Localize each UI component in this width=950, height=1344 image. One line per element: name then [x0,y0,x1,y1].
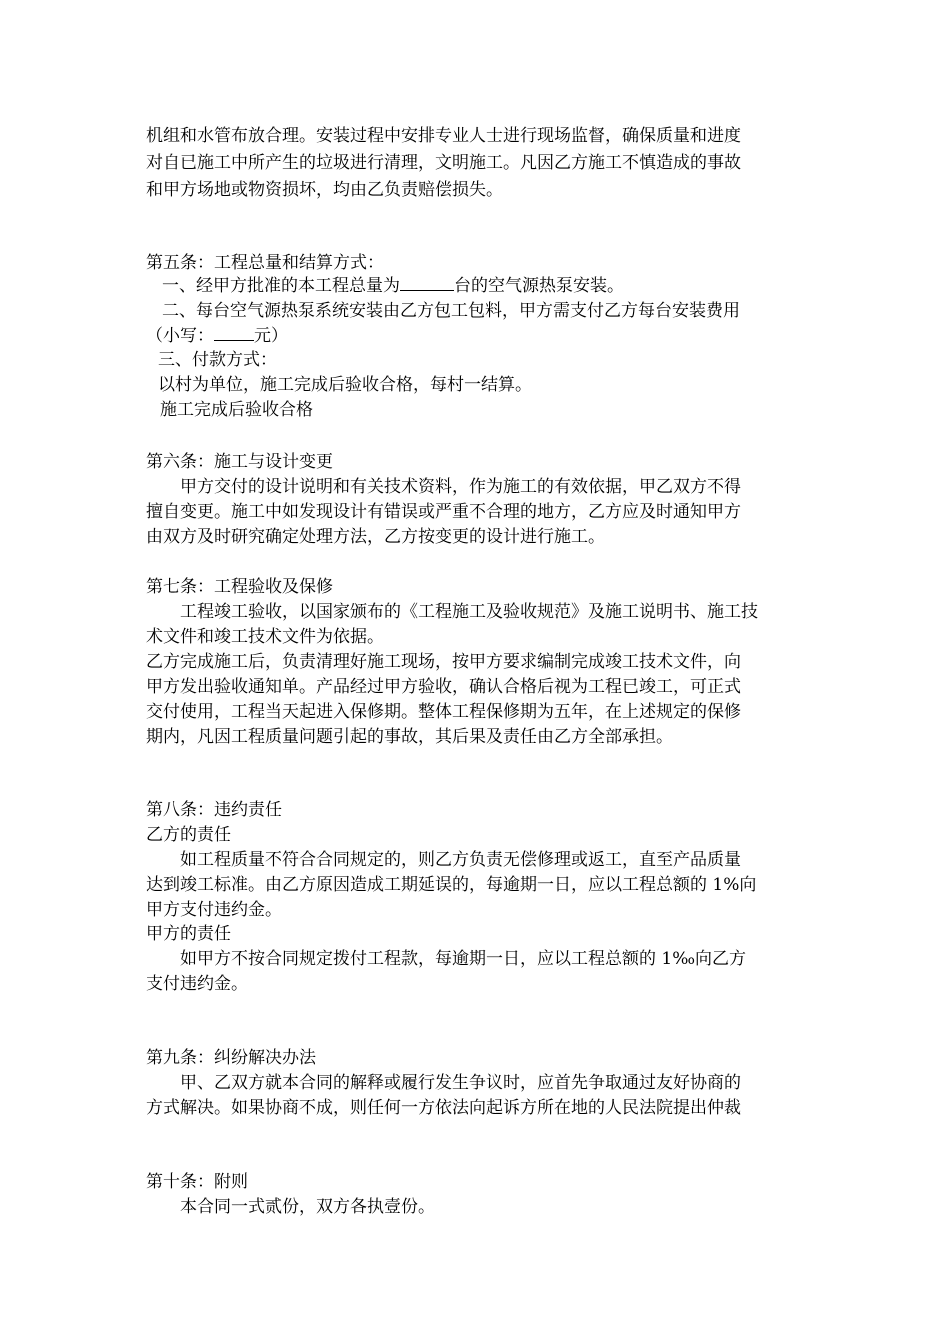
party-a-line-2: 支付违约金。 [146,974,248,994]
article6-line-1: 甲方交付的设计说明和有关技术资料，作为施工的有效依据，甲乙双方不得 [180,477,741,497]
article7-line-1: 工程竣工验收，以国家颁布的《工程施工及验收规范》及施工说明书、施工技 [180,602,758,622]
article7-line-2: 术文件和竣工技术文件为依据。 [146,627,384,647]
article10-heading: 第十条：附则 [146,1172,248,1192]
article9-line-1: 甲、乙双方就本合同的解释或履行发生争议时，应首先争取通过友好协商的 [180,1073,741,1093]
party-a-title: 甲方的责任 [146,924,231,944]
article5-item2-cont [146,324,288,348]
party-b-line-3: 甲方支付违约金。 [146,900,282,920]
article7-heading: 第七条：工程验收及保修 [146,577,333,597]
article7-line-5: 交付使用，工程当天起进入保修期。整体工程保修期为五年，在上述规定的保修 [146,702,741,722]
intro-line-1: 机组和水管布放合理。安装过程中安排专业人士进行现场监督，确保质量和进度 [146,126,741,146]
intro-line-3: 和甲方场地或物资损坏，均由乙负责赔偿损失。 [146,180,503,200]
article9-line-2: 方式解决。如果协商不成，则任何一方依法向起诉方所在地的人民法院提出仲裁 [146,1098,741,1118]
article7-line-3: 乙方完成施工后，负责清理好施工现场，按甲方要求编制完成竣工技术文件，向 [146,652,741,672]
article6-line-2: 擅自变更。施工中如发现设计有错误或严重不合理的地方，乙方应及时通知甲方 [146,502,741,522]
party-b-title: 乙方的责任 [146,825,231,845]
article5-item1 [162,274,624,298]
article8-heading: 第八条：违约责任 [146,800,282,820]
article7-line-6: 期内，凡因工程质量问题引起的事故，其后果及责任由乙方全部承担。 [146,727,673,747]
article5-item2-cont-after: 元） [254,326,288,346]
intro-line-2: 对自已施工中所产生的垃圾进行清理，文明施工。凡因乙方施工不慎造成的事故 [146,153,741,173]
quantity-blank [400,274,454,291]
article7-line-4: 甲方发出验收通知单。产品经过甲方验收，确认合格后视为工程已竣工，可正式 [146,677,741,697]
party-b-line-2: 达到竣工标准。由乙方原因造成工期延误的，每逾期一日，应以工程总额的 1%向 [146,875,757,895]
article5-item2-cont-before: （小写： [146,326,214,346]
article5-item3: 三、付款方式： [158,350,277,370]
article5-item3-line2: 施工完成后验收合格 [160,400,313,420]
article6-heading: 第六条：施工与设计变更 [146,452,333,472]
article5-item3-line1: 以村为单位，施工完成后验收合格，每村一结算。 [158,375,532,395]
article5-item1-after: 台的空气源热泵安装。 [454,276,624,296]
article9-heading: 第九条：纠纷解决办法 [146,1048,316,1068]
article5-item1-before: 一、经甲方批准的本工程总量为 [162,276,400,296]
article5-item2: 二、每台空气源热泵系统安装由乙方包工包料，甲方需支付乙方每台安装费用 [162,301,740,321]
party-a-line-1: 如甲方不按合同规定拨付工程款，每逾期一日，应以工程总额的 1‰向乙方 [180,949,747,969]
party-b-line-1: 如工程质量不符合合同规定的，则乙方负责无偿修理或返工，直至产品质量 [180,850,741,870]
article10-line-1: 本合同一式贰份，双方各执壹份。 [180,1197,435,1217]
article5-heading: 第五条：工程总量和结算方式： [146,253,384,273]
article6-line-3: 由双方及时研究确定处理方法，乙方按变更的设计进行施工。 [146,527,605,547]
price-blank [214,324,254,341]
